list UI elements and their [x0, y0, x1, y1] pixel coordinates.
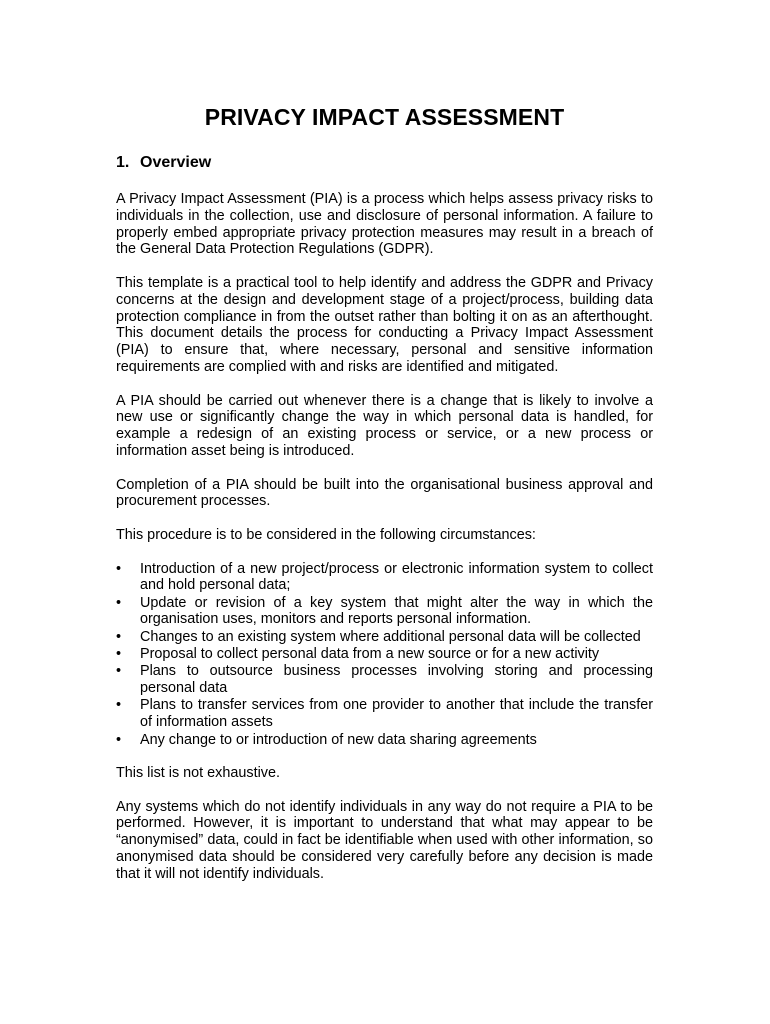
list-item [116, 697, 653, 731]
section-number: 1. [116, 154, 130, 171]
bullet-icon: • [116, 594, 122, 611]
list-item-text: Plans to transfer services from one provider to another that include the transfer of information assets [140, 697, 653, 731]
list-item [116, 595, 653, 629]
bullet-icon: • [116, 663, 122, 680]
section-heading [116, 153, 653, 173]
paragraph-anonymised-data: Any systems which do not identify individuals in any way do not require a PIA to be performed. However, it is important to understand that what may appear to be “anonymised” data, could in fact be identifiable when used with other information, so anonymised data should be considered very carefully before any decision is made that it will not identify individuals. [116, 798, 653, 882]
circumstances-list [116, 561, 653, 749]
list-item-text: Update or revision of a key system that might alter the way in which the organisation uses, monitors and reports personal information. [140, 594, 653, 628]
section-title: Overview [140, 154, 212, 171]
paragraph-not-exhaustive: This list is not exhaustive. [116, 765, 280, 782]
paragraph-completion: Completion of a PIA should be built into the organisational business approval and procurement processes. [116, 476, 653, 510]
document-body [116, 103, 653, 883]
paragraph-when-to-carry-out: A PIA should be carried out whenever there is a change that is likely to involve a new use or significantly change the way in which personal data is handled, for example a redesign of an existing process or service, or a new process or information asset being is introduced. [116, 392, 653, 459]
list-item [116, 732, 653, 749]
paragraph-pia-definition: A Privacy Impact Assessment (PIA) is a process which helps assess privacy risks to individuals in the collection, use and disclosure of personal information. A failure to properly embed appropriate privacy protection measures may result in a breach of the General Data Protection Regulations (GDPR). [116, 191, 653, 258]
list-item [116, 663, 653, 697]
bullet-icon: • [116, 628, 122, 645]
list-item [116, 646, 653, 663]
list-item-text: Plans to outsource business processes involving storing and processing personal data [140, 663, 653, 697]
list-item-text: Introduction of a new project/process or electronic information system to collect and hold personal data; [140, 560, 653, 594]
bullet-icon: • [116, 731, 122, 748]
list-item [116, 629, 653, 646]
list-item-text: Changes to an existing system where additional personal data will be collected [140, 628, 641, 645]
bullet-icon: • [116, 697, 122, 714]
document-title: PRIVACY IMPACT ASSESSMENT [204, 104, 565, 130]
paragraph-template-purpose: This template is a practical tool to help identify and address the GDPR and Privacy concerns at the design and development stage of a project/process, building data protection compliance in from the outset rather than bolting it on as an afterthought. This document details the process for conducting a Privacy Impact Assessment (PIA) to ensure that, where necessary, personal and sensitive information requirements are complied with and risks are identified and mitigated. [116, 274, 653, 375]
list-item-text: Any change to or introduction of new data sharing agreements [140, 731, 537, 748]
bullet-icon: • [116, 560, 122, 577]
list-item-text: Proposal to collect personal data from a new source or for a new activity [140, 646, 600, 663]
list-item [116, 561, 653, 595]
paragraph-circumstances-intro: This procedure is to be considered in the following circumstances: [116, 526, 536, 543]
bullet-icon: • [116, 646, 122, 663]
